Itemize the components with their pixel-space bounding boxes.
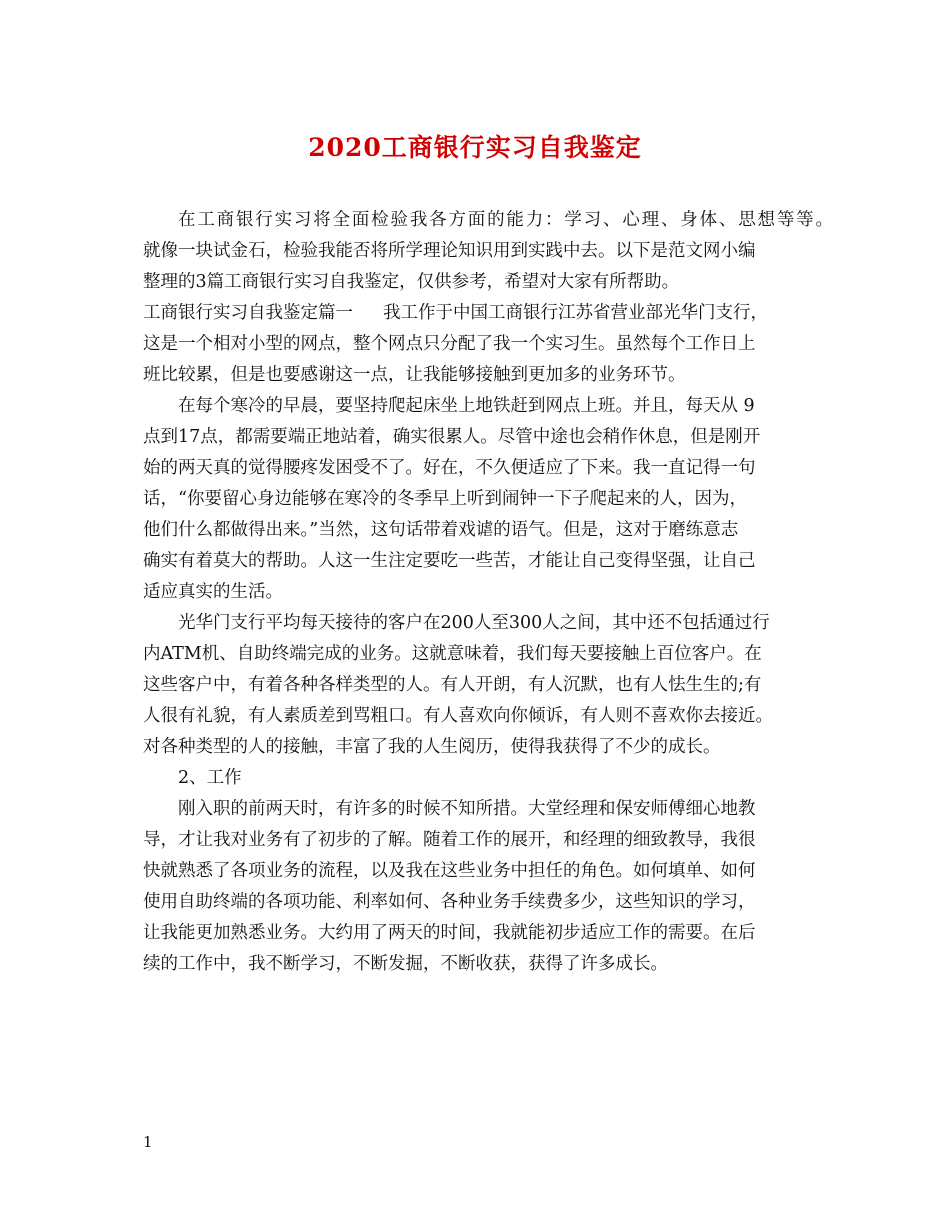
line-text: 点到17点，都需要端正地站着，确实很累人。尽管中途也会稍作休息，但是刚开 bbox=[143, 427, 761, 447]
text-line bbox=[143, 670, 833, 701]
line-text: 导，才让我对业务有了初步的了解。随着工作的展开，和经理的细致教导，我很 bbox=[143, 830, 756, 850]
text-line bbox=[143, 608, 833, 639]
text-line bbox=[143, 732, 833, 763]
line-text: 我工作于中国工商银行江苏省营业部光华门支行， bbox=[383, 303, 768, 323]
line-text: 确实有着莫大的帮助。人这一生注定要吃一些苦，才能让自己变得坚强，让自己 bbox=[143, 551, 756, 571]
line-text: 适应真实的生活。 bbox=[143, 582, 283, 602]
text-line bbox=[143, 763, 833, 794]
line-text: 话，“你要留心身边能够在寒冷的冬季早上听到闹钟一下子爬起来的人，因为， bbox=[143, 489, 747, 509]
text-line bbox=[143, 639, 833, 670]
line-text: 续的工作中，我不断学习，不断发掘，不断收获，获得了许多成长。 bbox=[143, 954, 668, 974]
line-text: 班比较累，但是也要感谢这一点，让我能够接触到更加多的业务环节。 bbox=[143, 365, 686, 385]
text-line bbox=[143, 794, 833, 825]
line-text: 人很有礼貌，有人素质差到骂粗口。有人喜欢向你倾诉，有人则不喜欢你去接近。 bbox=[143, 706, 773, 726]
line-text: 光华门支行平均每天接待的客户在200人至300人之间，其中还不包括通过行 bbox=[178, 613, 770, 633]
line-text: 快就熟悉了各项业务的流程，以及我在这些业务中担任的角色。如何填单、如何 bbox=[143, 861, 756, 881]
line-text: 在工商银行实习将全面检验我各方面的能力：学习、心理、身体、思想等等。 bbox=[178, 210, 833, 230]
line-text: 他们什么都做得出来。”当然，这句话带着戏谑的语气。但是，这对于磨练意志 bbox=[143, 520, 739, 540]
line-text: 2、工作 bbox=[178, 768, 242, 788]
text-line bbox=[143, 329, 833, 360]
line-text: 这些客户中，有着各种各样类型的人。有人开朗，有人沉默，也有人怯生生的;有 bbox=[143, 675, 762, 695]
line-text: 使用自助终端的各项功能、利率如何、各种业务手续费多少，这些知识的学习， bbox=[143, 892, 756, 912]
page-number: 1 bbox=[143, 1133, 153, 1151]
text-line bbox=[143, 267, 833, 298]
text-line bbox=[143, 577, 833, 608]
text-line bbox=[143, 515, 833, 546]
text-line bbox=[143, 825, 833, 856]
line-text: 始的两天真的觉得腰疼发困受不了。好在，不久便适应了下来。我一直记得一句 bbox=[143, 458, 756, 478]
line-text: 整理的3篇工商银行实习自我鉴定，仅供参考，希望对大家有所帮助。 bbox=[143, 272, 680, 292]
text-line bbox=[143, 546, 833, 577]
line-text: 对各种类型的人的接触，丰富了我的人生阅历，使得我获得了不少的成长。 bbox=[143, 737, 721, 757]
text-line bbox=[143, 918, 833, 949]
line-text: 让我能更加熟悉业务。大约用了两天的时间，我就能初步适应工作的需要。在后 bbox=[143, 923, 756, 943]
text-line bbox=[143, 360, 833, 391]
line-text: 就像一块试金石，检验我能否将所学理论知识用到实践中去。以下是范文网小编 bbox=[143, 241, 756, 261]
line-text: 在每个寒冷的早晨，要坚持爬起床坐上地铁赶到网点上班。并且，每天从 9 bbox=[178, 396, 755, 416]
text-line bbox=[143, 701, 833, 732]
text-line bbox=[143, 298, 833, 329]
text-line bbox=[143, 856, 833, 887]
text-line bbox=[143, 887, 833, 918]
text-line bbox=[143, 391, 833, 422]
section-heading: 工商银行实习自我鉴定篇一 bbox=[143, 303, 353, 323]
line-text: 这是一个相对小型的网点，整个网点只分配了我一个实习生。虽然每个工作日上 bbox=[143, 334, 756, 354]
text-line bbox=[143, 236, 833, 267]
text-line bbox=[143, 484, 833, 515]
text-line bbox=[143, 453, 833, 484]
text-line bbox=[143, 949, 833, 980]
line-text: 内ATM机、自助终端完成的业务。这就意味着，我们每天要接触上百位客户。在 bbox=[143, 644, 762, 664]
document-body bbox=[143, 205, 833, 980]
text-line bbox=[143, 422, 833, 453]
text-line bbox=[143, 205, 833, 236]
document-title: 2020工商银行实习自我鉴定 bbox=[308, 133, 642, 162]
line-text: 刚入职的前两天时，有许多的时候不知所措。大堂经理和保安师傅细心地教 bbox=[178, 799, 756, 819]
